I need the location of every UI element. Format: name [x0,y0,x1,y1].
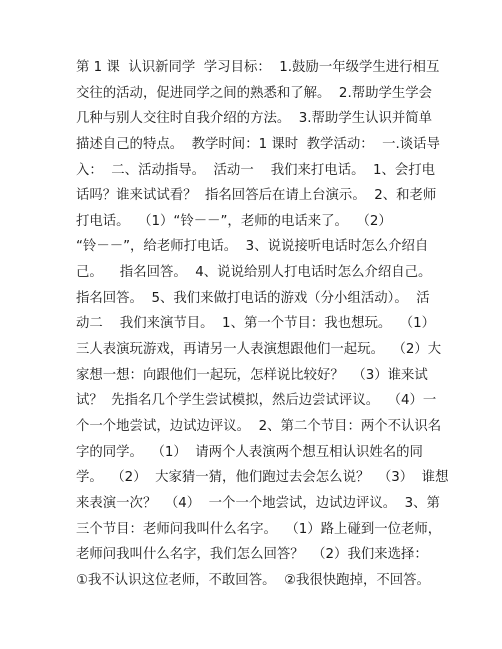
text-line: 老师问我叫什么名字，我们怎么回答？ （2）我们来选择： [76,547,428,563]
text-line: 打电话。 （1）“铃－－”，老师的电话来了。 （2） [76,213,392,229]
text-line: 入： 二、活动指导。 活动一 我们来打电话。 1、会打电 [76,162,436,178]
text-line: “铃－－”，给老师打电话。 3、说说接听电话时怎么介绍自 [76,239,429,255]
text-line: 几种与别人交往时自我介绍的方法。 3.帮助学生认识并简单 [76,111,433,127]
text-line: 家想一想：向跟他们一起玩，怎样说比较好？ （3）谁来试 [76,367,428,383]
text-line: ①我不认识这位老师，不敢回答。 ②我很快跑掉，不回答。 [76,572,430,588]
text-line: 己。 指名回答。 4、说说给别人打电话时怎么介绍自己。 [76,265,432,281]
text-line: 描述自己的特点。 教学时间：1 课时 教学活动： 一.谈话导 [76,136,440,152]
text-line: 第 1 课 认识新同学 学习目标： 1.鼓励一年级学生进行相互 [76,60,440,75]
text-line: 学。 （2） 大家猜一猜，他们跑过去会怎么说？ （3） 谁想 [76,470,449,486]
text-line: 来表演一次？ （4） 一个一个地尝试，边试边评议。 3、第 [76,495,440,511]
text-line: 试？ 先指名几个学生尝试模拟，然后边尝试评议。 （4）一 [76,393,437,409]
text-line: 指名回答。 5、我们来做打电话的游戏（分小组活动）。 活 [76,290,430,306]
text-line: 交往的活动，促进同学之间的熟悉和了解。 2.帮助学生学会 [76,85,433,101]
text-line: 动二 我们来演节目。 1、第一个节目：我也想玩。 （1） [76,316,436,332]
text-line: 字的同学。 （1） 请两个人表演两个想互相认识姓名的同 [76,444,423,460]
text-line: 话吗？谁来试试看？ 指名回答后在请上台演示。 2、和老师 [76,188,437,204]
text-line: 三个节目：老师问我叫什么名字。 （1）路上碰到一位老师， [76,521,442,537]
document-body [76,55,449,593]
text-line: 三人表演玩游戏，再请另一人表演想跟他们一起玩。 （2）大 [76,342,442,358]
text-line: 个一个地尝试，边试边评议。 2、第二个节目：两个不认识名 [76,418,442,434]
